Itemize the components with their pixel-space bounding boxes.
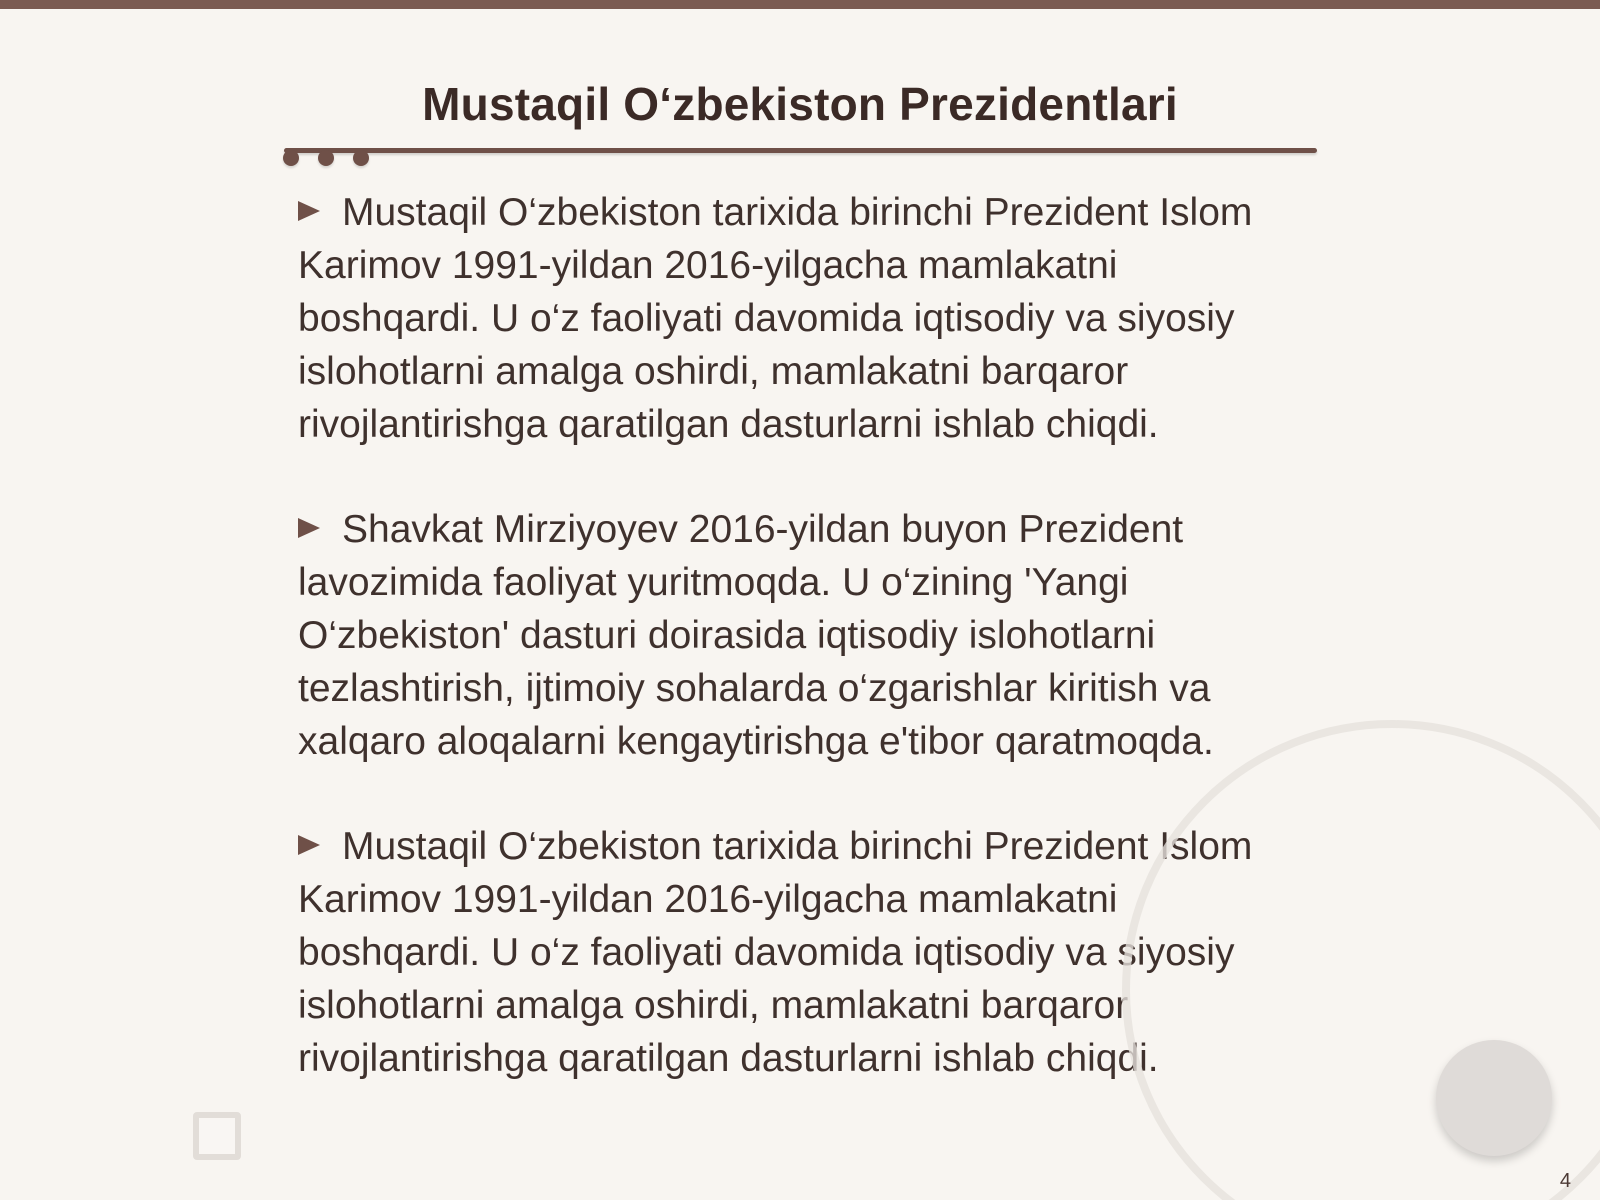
decorative-square	[193, 1112, 241, 1160]
dot-icon	[283, 150, 299, 166]
triangle-right-icon	[298, 201, 320, 221]
triangle-right-icon	[298, 518, 320, 538]
page-number: 4	[1559, 1170, 1571, 1192]
bullet-paragraph-2	[298, 503, 1298, 768]
bullet-paragraph-1	[298, 186, 1298, 451]
triangle-right-icon	[298, 835, 320, 855]
dot-icon	[318, 150, 334, 166]
bullet-text-3: Mustaqil O‘zbekiston tarixida birinchi Prezident Islom Karimov 1991-yildan 2016-yilgacha mamlakatni boshqardi. U o‘z faoliyati davomida iqtisodiy va siyosiy islohotlarni amalga oshirdi, mamlakatni barqaror rivojlantirishga qaratilgan dasturlarni ishlab chiqdi.	[298, 825, 1253, 1080]
slide-title: Mustaqil O‘zbekiston Prezidentlari	[422, 78, 1178, 130]
title-underline	[284, 148, 1317, 153]
bullet-text-1: Mustaqil O‘zbekiston tarixida birinchi Prezident Islom Karimov 1991-yildan 2016-yilgacha mamlakatni boshqardi. U o‘z faoliyati davomida iqtisodiy va siyosiy islohotlarni amalga oshirdi, mamlakatni barqaror rivojlantirishga qaratilgan dasturlarni ishlab chiqdi.	[298, 191, 1253, 446]
top-accent-band	[0, 0, 1600, 9]
dot-icon	[353, 150, 369, 166]
bullet-text-2: Shavkat Mirziyoyev 2016-yildan buyon Prezident lavozimida faoliyat yuritmoqda. U o‘zining 'Yangi O‘zbekiston' dasturi doirasida iqtisodiy islohotlarni tezlashtirish, ijtimoiy sohalarda o‘zgarishlar kiritish va xalqaro aloqalarni kengaytirishga e'tibor qaratmoqda.	[298, 508, 1214, 763]
decorative-circle	[1436, 1040, 1552, 1156]
